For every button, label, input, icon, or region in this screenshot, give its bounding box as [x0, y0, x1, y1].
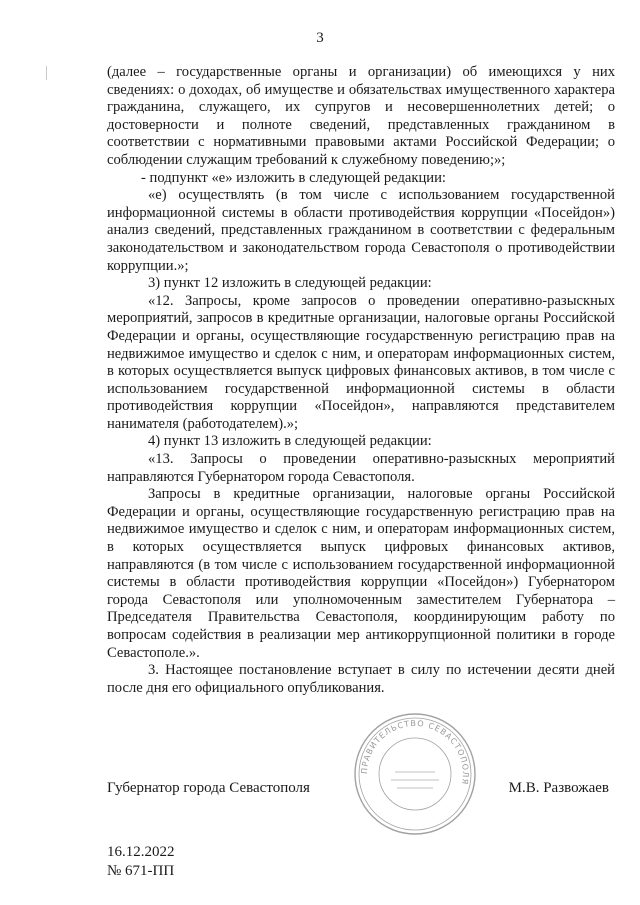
margin-mark [46, 66, 47, 80]
paragraph-continuation: (далее – государственные органы и организации) об имеющихся у них сведениях: о доходах, об имуществе и обязательствах имущественного характера гражданина, служащего, их супругов и несовершеннолетних детей; о достоверности и полноте сведений, представленных гражданином в соответствии с нормативными правовыми актами Российской Федерации; о соблюдении служащим требований к служебному поведению;»; [107, 64, 615, 168]
document-number: № 671-ПП [107, 863, 175, 879]
seal-text: ПРАВИТЕЛЬСТВО СЕВАСТОПОЛЯ [359, 718, 471, 786]
paragraph-point-13-requests: Запросы в кредитные организации, налоговые органы Российской Федерации и органы, осуществляющие государственную регистрацию прав на недвижимое имущество и сделок с ним, и операторам информационных систем, в которых осуществляется выпуск цифровых финансовых активов, направляются (в том числе с использованием государственной информационной системы в области противодействия коррупции «Посейдон») Губернатором города Севастополя или уполномоченным заместителем Губернатора – Председателя Правительства Севастополя, координирующим работу по вопросам содействия в реализации мер антикоррупционной политики в городе Севастополе.». [107, 486, 615, 661]
signatory-name: М.В. Развожаев [508, 780, 609, 796]
paragraph-point-12-intro: 3) пункт 12 изложить в следующей редакции: [148, 275, 432, 292]
svg-text:ПРАВИТЕЛЬСТВО СЕВАСТОПОЛЯ [360, 719, 470, 786]
paragraph-point-12: «12. Запросы, кроме запросов о проведении оперативно-разыскных мероприятий, запросов в кредитные организации, налоговые органы Российской Федерации и органы, осуществляющие государственную регистрацию прав на недвижимое имущество и сделок с ним, и операторам информационных систем, в которых осуществляется выпуск цифровых финансовых активов, в том числе с использованием государственной информационной системы в области противодействия коррупции «Посейдон», направляются представителем нанимателя (работодателем).»; [107, 292, 615, 432]
paragraph-effective-date: 3. Настоящее постановление вступает в силу по истечении десяти дней после дня его официального опубликования. [107, 662, 615, 696]
document-footer [107, 843, 175, 881]
signature-block [107, 718, 615, 830]
official-seal [351, 710, 479, 838]
signatory-title: Губернатор города Севастополя [107, 780, 310, 796]
document-date: 16.12.2022 [107, 844, 175, 860]
paragraph-subpoint-e-intro: - подпункт «е» изложить в следующей редакции: [141, 169, 446, 186]
paragraph-subpoint-e: «е) осуществлять (в том числе с использованием государственной информационной системы в области противодействия коррупции «Посейдон») анализ сведений, представленных гражданином в соответствии с федеральным законодательством и законодательством города Севастополя о противодействии коррупции.»; [107, 187, 615, 274]
paragraph-point-13-intro: 4) пункт 13 изложить в следующей редакции: [148, 433, 432, 450]
paragraph-point-13: «13. Запросы о проведении оперативно-разыскных мероприятий направляются Губернатором города Севастополя. [107, 451, 615, 485]
page-number: 3 [316, 30, 324, 46]
document-body [107, 64, 615, 697]
